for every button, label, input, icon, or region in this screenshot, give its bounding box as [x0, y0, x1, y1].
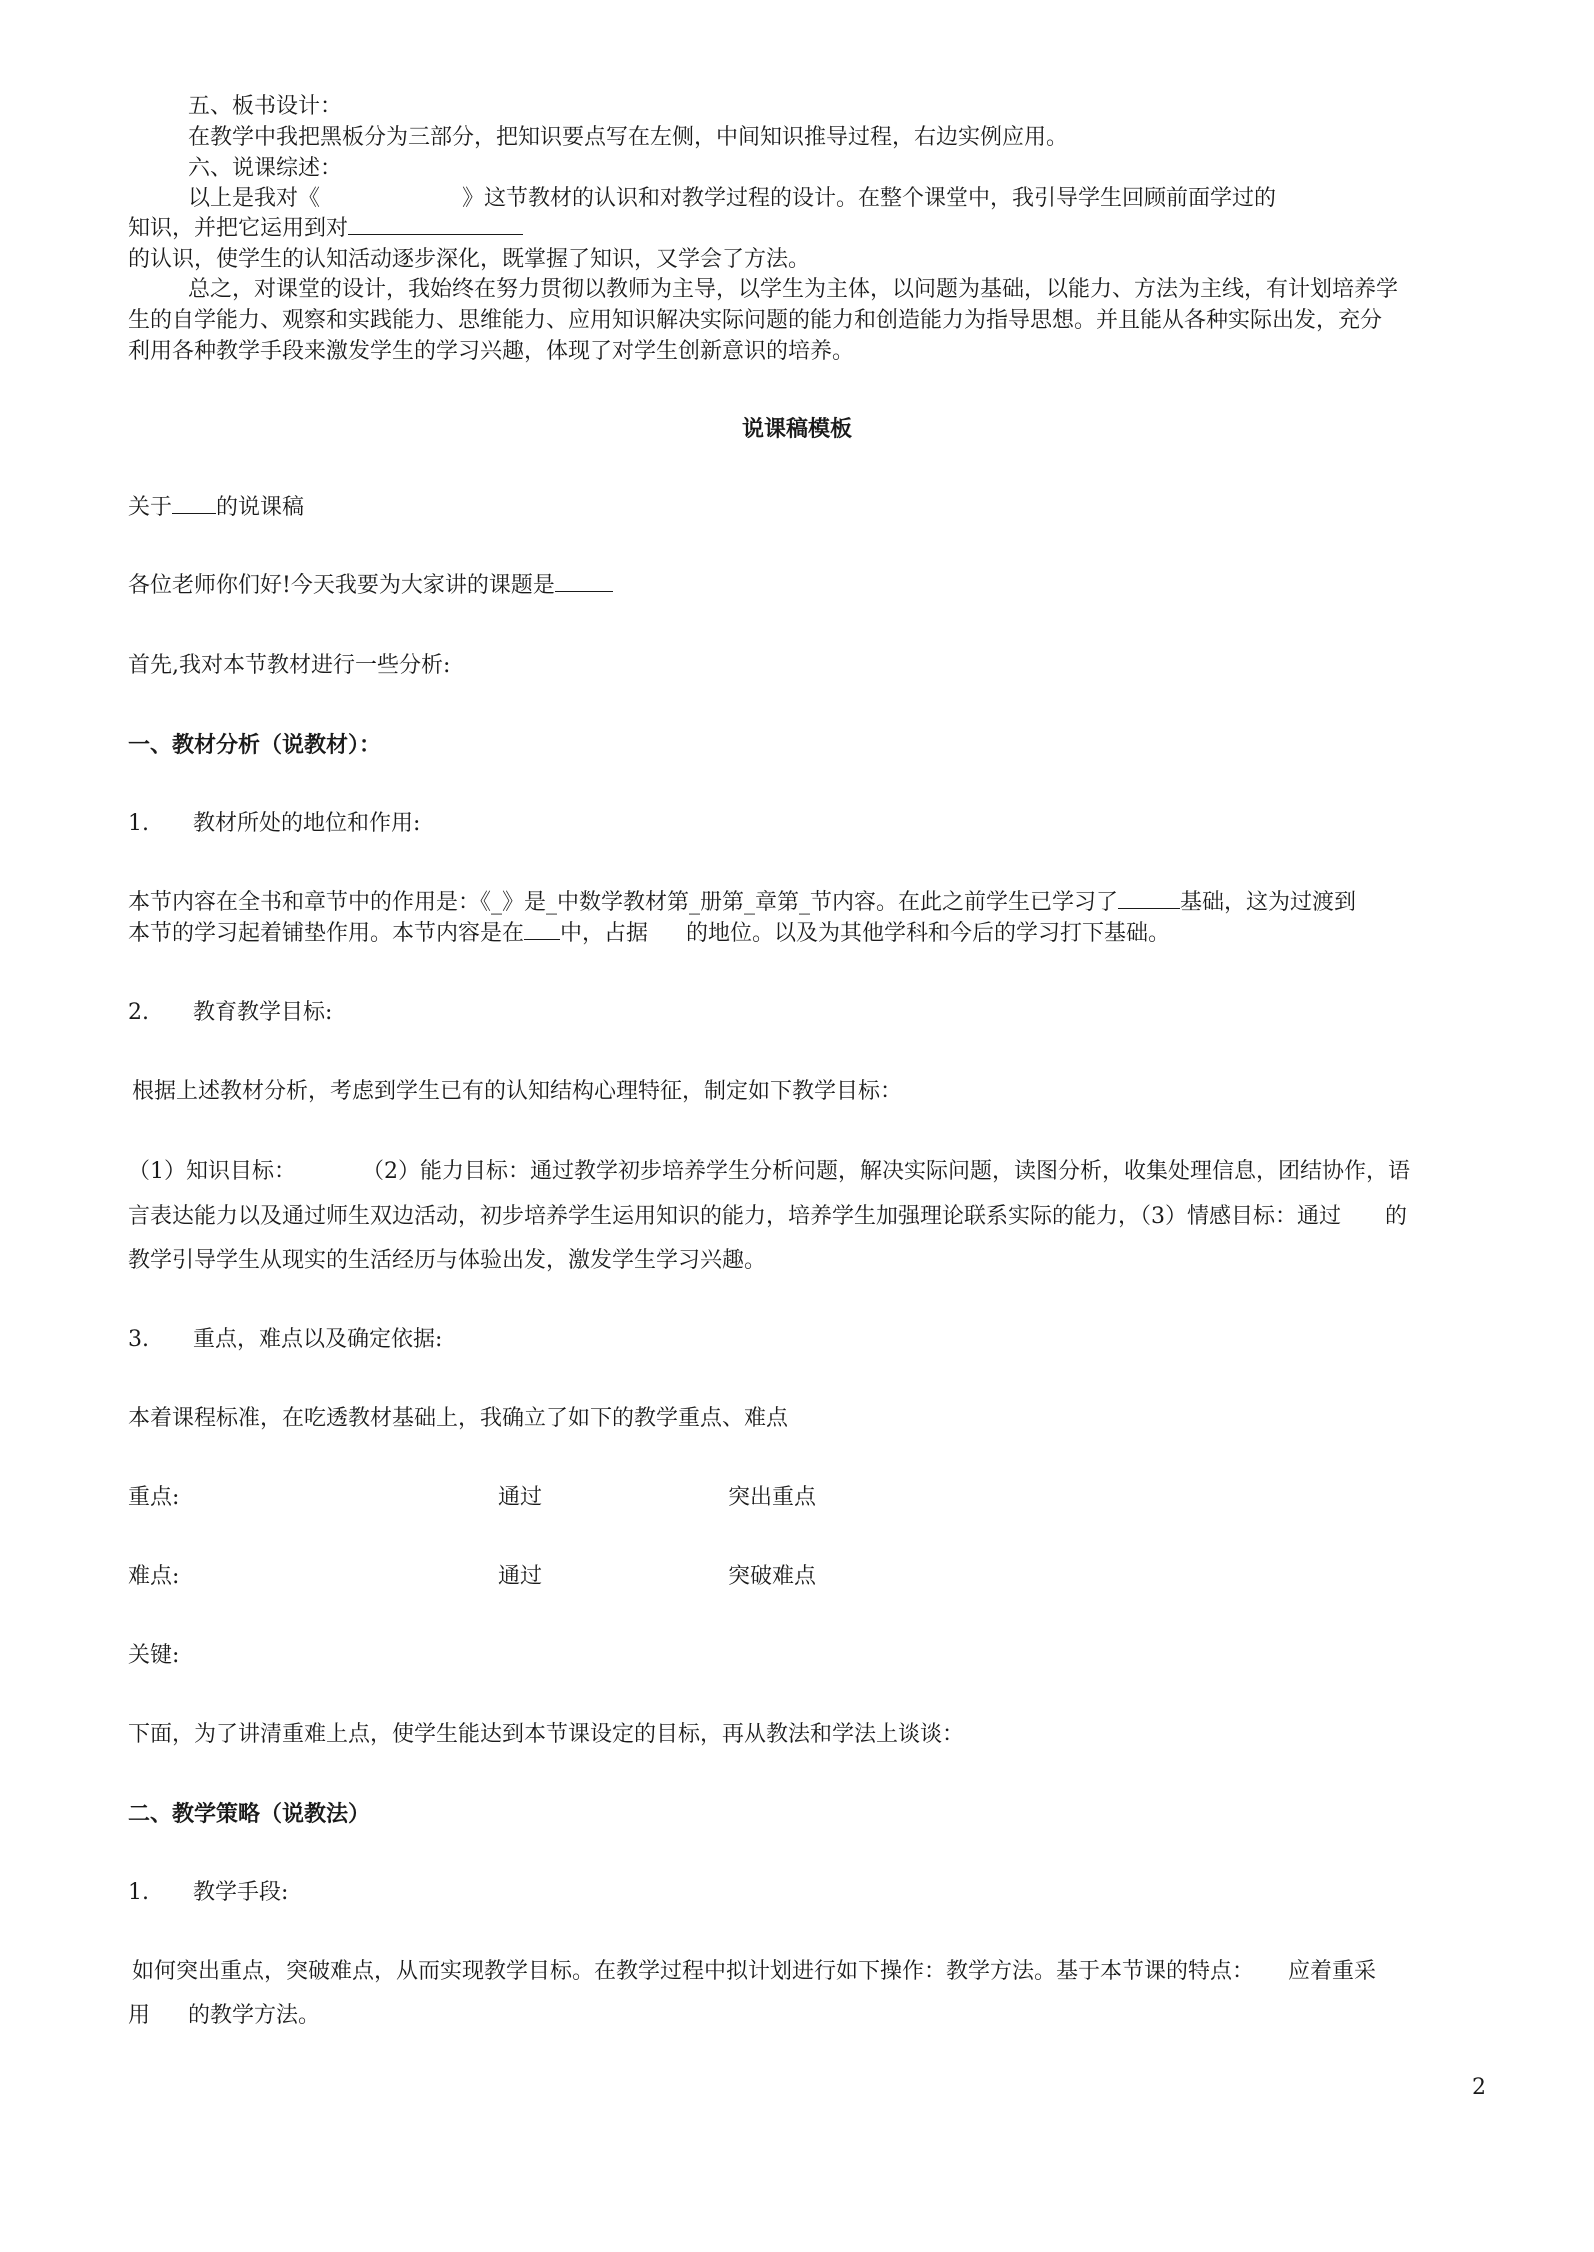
goal-line-2-a: 言表达能力以及通过师生双边活动，初步培养学生运用知识的能力，培养学生加强理论联系实际的能力，（3）情感目标：通过 — [128, 1204, 1342, 1229]
template-title: 说课稿模板 — [741, 416, 852, 442]
summary-line-2-text: 知识，并把它运用到对 — [128, 216, 349, 241]
difficulty-label: 难点: — [128, 1564, 180, 1589]
greeting-text: 各位老师你们好!今天我要为大家讲的课题是 — [128, 573, 555, 598]
item-1 — [128, 809, 420, 839]
overall-line-1: 总之，对课堂的设计，我始终在努力贯彻以教师为主导，以学生为主体，以问题为基础，以能力、方法为主线，有计划培养学 — [188, 277, 1399, 302]
method-line-1-b: 应着重采 — [1288, 1959, 1377, 1984]
goal-ability: （2）能力目标：通过教学初步培养学生分析问题，解决实际问题，读图分析，收集处理信息，团结协作，语 — [362, 1159, 1411, 1184]
item-text: 重点，难点以及确定依据: — [193, 1327, 443, 1352]
position-line-1-b: 基础，这为过渡到 — [1180, 890, 1357, 915]
overall-line-3: 利用各种教学手段来激发学生的学习兴趣，体现了对学生创新意识的培养。 — [128, 339, 855, 364]
position-line-1-a: 本节内容在全书和章节中的作用是：《_》是_中数学教材第_册第_章第_节内容。在此之前学生已学习了 — [128, 890, 1119, 915]
goal-line-1 — [128, 1157, 1410, 1187]
position-line-2 — [128, 919, 1170, 949]
blank-line — [172, 493, 216, 514]
blank-line — [348, 214, 523, 235]
position-line-2-c: 的地位。以及为其他学科和今后的学习打下基础。 — [686, 921, 1171, 946]
intro-line: 首先,我对本节教材进行一些分析: — [128, 653, 451, 678]
overall-line-2: 生的自学能力、观察和实践能力、思维能力、应用知识解决实际问题的能力和创造能力为指导思想。并且能从各种实际出发，充分 — [128, 308, 1383, 333]
transition-line: 下面，为了讲清重难上点，使学生能达到本节课设定的目标，再从教法和学法上谈谈： — [128, 1722, 965, 1747]
difficulty-via: 通过 — [498, 1564, 543, 1589]
goal-line-2 — [128, 1202, 1407, 1232]
section-six-heading: 六、说课综述： — [188, 156, 343, 181]
greeting-line — [128, 571, 613, 601]
item-number: 1. — [128, 811, 149, 836]
section-one-heading: 一、教材分析（说教材）： — [128, 732, 382, 758]
key-point-label: 重点: — [128, 1485, 180, 1510]
position-line-2-a: 本节的学习起着铺垫作用。本节内容是在 — [128, 921, 525, 946]
summary-line-2 — [128, 214, 523, 244]
method-line-2 — [128, 2001, 320, 2031]
summary-line-1-b: 》这节教材的认识和对教学过程的设计。在整个课堂中，我引导学生回顾前面学过的 — [462, 186, 1277, 211]
page-number: 2 — [1472, 2075, 1486, 2100]
item-2 — [128, 998, 332, 1028]
summary-line-1-a: 以上是我对《 — [188, 186, 321, 211]
section-two-heading: 二、教学策略（说教法） — [128, 1801, 371, 1827]
basis-line: 本着课程标准，在吃透教材基础上，我确立了如下的教学重点、难点 — [128, 1406, 789, 1431]
item-number: 2. — [128, 1000, 149, 1025]
method-line-1 — [132, 1957, 1376, 1987]
goal-knowledge: （1）知识目标： — [128, 1159, 296, 1184]
blank-line — [524, 919, 560, 940]
item-number: 1. — [128, 1880, 149, 1905]
item-text: 教学手段: — [193, 1880, 289, 1905]
method-line-1-a: 如何突出重点，突破难点，从而实现教学目标。在教学过程中拟计划进行如下操作：教学方法。基于本节课的特点： — [132, 1959, 1255, 1984]
method-line-2-b: 的教学方法。 — [188, 2003, 321, 2028]
about-prefix: 关于 — [128, 495, 173, 520]
summary-line-1 — [188, 184, 1276, 214]
blank-line — [1118, 888, 1180, 909]
about-line — [128, 493, 304, 523]
goal-line-2-b: 的 — [1385, 1204, 1408, 1229]
key-point-result: 突出重点 — [728, 1485, 817, 1510]
position-line-1 — [128, 888, 1356, 918]
goal-line-3: 教学引导学生从现实的生活经历与体验出发，激发学生学习兴趣。 — [128, 1248, 767, 1273]
item-text: 教材所处的地位和作用: — [193, 811, 421, 836]
difficulty-result: 突破难点 — [728, 1564, 817, 1589]
crux-label: 关键: — [128, 1643, 180, 1668]
section-five-body: 在教学中我把黑板分为三部分，把知识要点写在左侧，中间知识推导过程，右边实例应用。 — [188, 125, 1069, 150]
item-number: 3. — [128, 1327, 149, 1352]
item-3 — [128, 1325, 442, 1355]
about-suffix: 的说课稿 — [216, 495, 305, 520]
section-five-heading: 五、板书设计： — [188, 94, 343, 119]
summary-line-3: 的认识，使学生的认知活动逐步深化，既掌握了知识，又学会了方法。 — [128, 247, 811, 272]
goal-intro: 根据上述教材分析，考虑到学生已有的认知结构心理特征，制定如下教学目标： — [132, 1079, 903, 1104]
s2-item-1 — [128, 1878, 288, 1908]
item-text: 教育教学目标: — [193, 1000, 333, 1025]
blank-line — [555, 571, 613, 592]
method-line-2-a: 用 — [128, 2003, 151, 2028]
key-point-via: 通过 — [498, 1485, 543, 1510]
position-line-2-b: 中，占据 — [560, 921, 649, 946]
